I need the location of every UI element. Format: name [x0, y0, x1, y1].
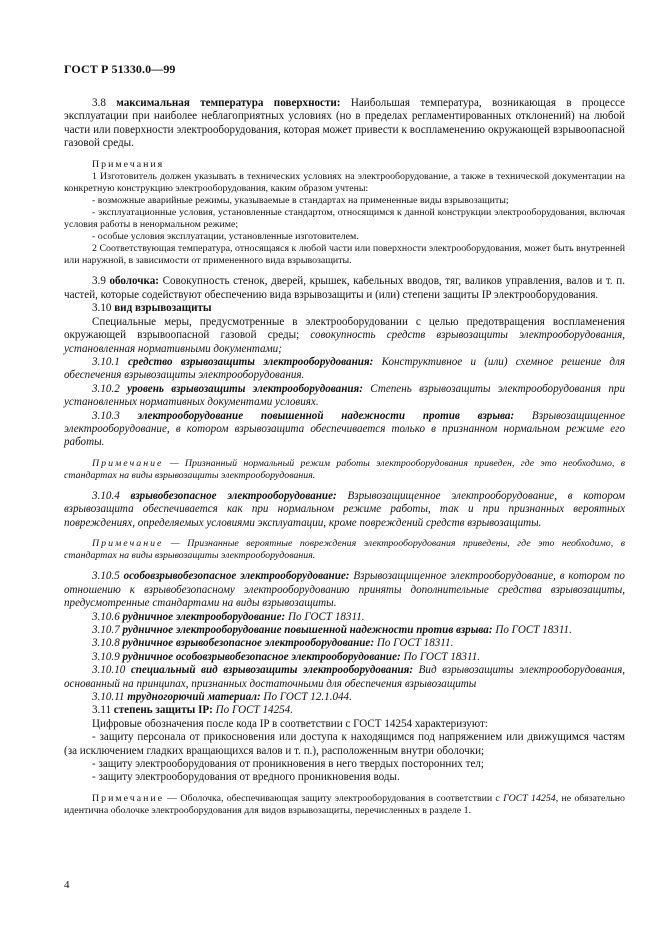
- clause-text: Наибольшая температура, возникающая в процессе эксплуатации при наиболее неблагоприятных условиях (но в пределах регламентированных отклонений) на любой части или поверхности электрооборудования, которая может привести к воспламенению окружающей взрывоопасной газовой среды.: [64, 97, 626, 150]
- clause-3-11: [64, 704, 625, 717]
- clause-term: рудничное электрооборудование:: [122, 610, 286, 623]
- clause-text: Взрывозащищенное электрооборудование, в котором по отношению к взрывобезопасному электрооборудованию приняты дополнительные средства взрывозащиты, предусмотренные стандартами на виды взрывозащиты.: [64, 570, 625, 610]
- clause-number: 3.10.9: [92, 650, 123, 663]
- clause-text: Взрывозащищенное электрооборудование, в котором взрывозащита обеспечивается как при нормальном режиме работы, так и при признанных вероятных повреждениях, определяемых условиями эксплуатации, кроме повреждений средств взрывозащиты.: [64, 489, 625, 529]
- clause-term: электрооборудование повышенной надежности против взрыва:: [137, 409, 515, 422]
- clause-term: специальный вид взрывозащиты электрооборудования:: [130, 664, 414, 677]
- clause-number: 3.10.7: [92, 623, 123, 636]
- clause-term: уровень взрывозащиты электрооборудования:: [127, 382, 363, 395]
- clause-3-10-3: [64, 410, 625, 450]
- clause-term: оболочка:: [109, 275, 160, 288]
- clause-term: рудничное особовзрывобезопасное электрооборудование:: [122, 650, 401, 663]
- clause-number: 3.11: [92, 704, 114, 717]
- document-header: ГОСТ Р 51330.0—99: [64, 62, 176, 76]
- clause-text: По ГОСТ 18311.: [285, 610, 365, 623]
- clause-3-10-4: [64, 490, 625, 530]
- clause-text: Степень взрывозащиты электрооборудования при установленных нормативных документами условиях.: [64, 382, 626, 409]
- clause-3-10-1: [64, 356, 625, 383]
- clause-3-10-11: [64, 691, 625, 704]
- clause-number: 3.10.5: [92, 570, 124, 583]
- clause-term: трудногорючий материал:: [127, 691, 261, 703]
- clause-3-10-6: [64, 611, 625, 624]
- clause-text: Совокупность стенок, дверей, крышек, кабельных вводов, тяг, валиков управления, валов и т. п. частей, которые содействуют обеспечению вида взрывозащиты и (или) степени защиты IP электрооборудования.: [64, 275, 625, 301]
- note-1: 1 Изготовитель должен указывать в технических условиях на электрооборудование, а также в технической документации на конкретную конструкцию электрооборудования, каким образом учтены:: [64, 170, 625, 194]
- clause-3-10-text: [64, 316, 625, 356]
- clause-number: 3.10.8: [92, 637, 123, 650]
- note-3-10-3: [64, 458, 625, 482]
- clause-number: 3.10.11: [92, 691, 128, 703]
- clause-term: вид взрывозащиты: [114, 302, 212, 315]
- clause-term: рудничное взрывобезопасное электрооборудование:: [122, 637, 375, 650]
- clause-term: взрывобезопасное электрооборудование:: [130, 489, 337, 502]
- clause-text: По ГОСТ 18311.: [374, 637, 454, 650]
- clause-term: рудничное электрооборудование повышенной надежности против взрыва:: [122, 623, 493, 636]
- clause-text-italic: совокупность средств взрывозащиты электрооборудования, установленная нормативными документами;: [64, 329, 626, 355]
- note-label: Примечание: [92, 792, 165, 804]
- clause-term: средство взрывозащиты электрооборудования:: [127, 355, 374, 368]
- clause-3-10-8: [64, 637, 625, 650]
- note-text: , не обязательно идентична оболочке электрооборудования для видов взрывозащиты, перечисленных в разделе 1.: [64, 792, 625, 816]
- clause-3-10-2: [64, 383, 625, 410]
- note-text: — Признанный нормальный режим работы электрооборудования приведен, где это необходимо, в стандартах на виды взрывозащиты электрооборудования.: [64, 457, 625, 481]
- clause-3-10-title: [64, 302, 625, 315]
- notes-heading: Примечания: [92, 158, 165, 170]
- clause-text: По ГОСТ 14254.: [212, 704, 294, 717]
- page-number: 4: [64, 879, 70, 891]
- note-text: — Оболочка, обеспечивающая защиту электрооборудования в соответствии с: [164, 792, 504, 804]
- clause-number: 3.10.6: [92, 610, 123, 623]
- clause-number: 3.8: [92, 97, 117, 109]
- clause-3-9: [64, 275, 625, 302]
- clause-number: 3.10.3: [92, 409, 138, 422]
- clause-term: особовзрывобезопасное электрооборудование:: [123, 570, 350, 583]
- clause-3-11-item: - защиту электрооборудования от вредного проникновения воды.: [92, 771, 400, 784]
- clause-3-10-10: [64, 664, 625, 691]
- clause-text: Специальные меры, предусмотренные в электрооборудовании с целью предотвращения воспламенения окружающей взрывоопасной газовой среды;: [64, 315, 625, 342]
- note-text: — Признанные вероятные повреждения электрооборудования приведены, где это необходимо, в стандартах на виды взрывозащиты электрооборудования.: [64, 538, 625, 562]
- clause-3-11-item: - защиту электрооборудования от проникновения в него твердых посторонних тел;: [92, 758, 484, 771]
- clause-3-10-5: [64, 570, 625, 610]
- note-3-11: [64, 793, 625, 817]
- clause-text: Вид взрывозащиты электрооборудования, основанный на принципах, признанных достаточными для обеспечения взрывозащиты: [64, 664, 625, 690]
- notes-block-1: [64, 159, 625, 268]
- clause-text: По ГОСТ 18311.: [492, 623, 572, 636]
- note-reference: ГОСТ 14254: [503, 792, 556, 804]
- clause-3-11-intro: Цифровые обозначения после кода IP в соответствии с ГОСТ 14254 характеризуют:: [92, 717, 488, 730]
- clause-number: 3.9: [92, 275, 110, 288]
- clause-number: 3.10.10: [92, 664, 131, 677]
- note-3-10-4: [64, 538, 625, 562]
- clause-3-10-9: [64, 651, 625, 664]
- clause-number: 3.10.2: [92, 382, 128, 395]
- clause-term: степень защиты IP:: [113, 704, 213, 717]
- note-label: Примечание: [92, 538, 164, 550]
- clause-text: Взрывозащищенное электрооборудование, в котором взрывозащита обеспечивается только в признанном нормальном режиме его работы.: [64, 409, 626, 449]
- clause-number: 3.10: [92, 302, 115, 315]
- clause-number: 3.10.1: [92, 355, 128, 368]
- note-2: 2 Соответствующая температура, относящаяся к любой части или поверхности электрооборудования, может быть внутренней или наружной, в зависимости от примененного вида взрывозащиты.: [64, 243, 625, 267]
- clause-text: По ГОСТ 18311.: [400, 650, 481, 663]
- note-1-item: - особые условия эксплуатации, установленные изготовителем.: [92, 231, 359, 243]
- clause-3-8: [64, 97, 625, 151]
- clause-3-10-7: [64, 624, 625, 637]
- clause-text: По ГОСТ 12.1.044.: [260, 691, 352, 703]
- note-label: Примечание: [92, 457, 164, 469]
- note-1-item: - эксплуатационные условия, установленные стандартом, относящимся к данной конструкции электрооборудования, включая условия работы в ненормальном режиме;: [64, 207, 625, 231]
- clause-text: Конструктивное и (или) схемное решение для обеспечения взрывозащиты электрооборудования.: [64, 355, 626, 382]
- clause-3-11-item: - защиту персонала от прикосновения или доступа к находящимся под напряжением или движущимся частям (за исключением гладких вращающихся валов и т. п.), расположенным внутри оболочки;: [64, 731, 625, 757]
- note-1-item: - возможные аварийные режимы, указываемые в стандартах на примененные виды взрывозащиты;: [92, 194, 509, 206]
- clause-number: 3.10.4: [92, 489, 131, 502]
- clause-term: максимальная температура поверхности:: [116, 97, 341, 109]
